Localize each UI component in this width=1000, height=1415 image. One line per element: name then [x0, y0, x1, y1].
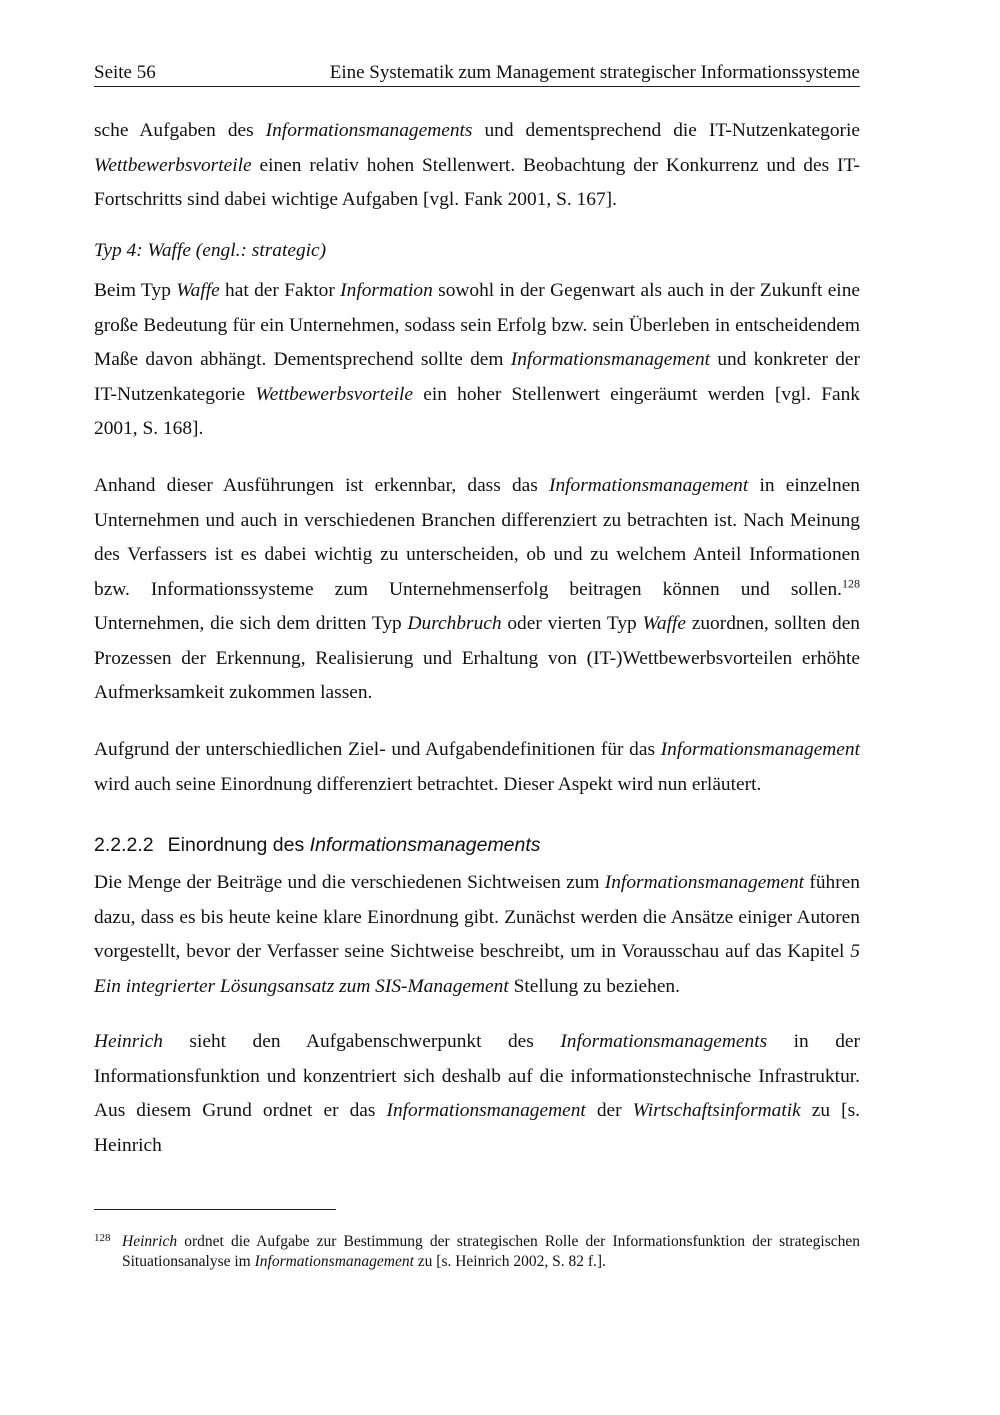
footnote-text: Heinrich ordnet die Aufgabe zur Bestimmung der strategischen Rolle der Informationsfunktion der strategischen Situationsanalyse im Informationsmanagement zu [s. Heinrich 2002, S. 82 f.]. — [122, 1233, 860, 1270]
subheading-typ-4: Typ 4: Waffe (engl.: strategic) — [94, 240, 327, 261]
paragraph-1: sche Aufgaben des Informationsmanagements und dementsprechend die IT-Nutzenkategorie Wettbewerbsvorteile einen relativ hohen Stellenwert. Beobachtung der Konkurrenz und des IT-Fortschritts sind dabei wichtige Aufgaben [vgl. Fank 2001, S. 167]. — [94, 120, 860, 210]
paragraph-3: Anhand dieser Ausführungen ist erkennbar, dass das Informationsmanagement in einzelnen Unternehmen und auch in verschiedenen Branchen differenziert zu betrachten ist. Nach Meinung des Verfassers ist es dabei wichtig zu unterscheiden, ob und zu welchem Anteil Informationen bzw. Informationssysteme zum Unternehmenserfolg beitragen können und sollen.$^{128}$ Unternehmen, die sich dem dritten Typ Durchbruch oder vierten Typ Waffe zuordnen, sollten den Prozessen der Erkennung, Realisierung und Erhaltung von (IT-)Wettbewerbsvorteilen erhöhte Aufmerksamkeit zukommen lassen. — [94, 475, 860, 703]
footnote-reference[interactable]: 128 — [842, 576, 860, 591]
paragraph-4: Aufgrund der unterschiedlichen Ziel- und Aufgabendefinitionen für das Informationsmanagement wird auch seine Einordnung differenziert betrachtet. Dieser Aspekt wird nun erläutert. — [94, 739, 860, 795]
section-title: Einordnung des Informationsmanagements — [167, 834, 541, 856]
page-number: Seite 56 — [94, 62, 156, 83]
section-heading — [94, 834, 541, 857]
paragraph-2: Beim Typ Waffe hat der Faktor Information sowohl in der Gegenwart als auch in der Zukunft eine große Bedeutung für ein Unternehmen, sodass sein Erfolg bzw. sein Überleben in entscheidendem Maße davon abhängt. Dementsprechend sollte dem Informationsmanagement und konkreter der IT-Nutzenkategorie Wettbewerbsvorteile ein hoher Stellenwert eingeräumt werden [vgl. Fank 2001, S. 168]. — [94, 280, 860, 439]
running-header — [94, 60, 860, 87]
footnote-128 — [94, 1232, 860, 1272]
footnote-number: 128 — [94, 1232, 111, 1244]
running-title: Eine Systematik zum Management strategischer Informationssysteme — [329, 62, 860, 83]
paragraph-5: Die Menge der Beiträge und die verschiedenen Sichtweisen zum Informationsmanagement führen dazu, dass es bis heute keine klare Einordnung gibt. Zunächst werden die Ansätze einiger Autoren vorgestellt, bevor der Verfasser seine Sichtweise beschreibt, um in Vorausschau auf das Kapitel 5 Ein integrierter Lösungsansatz zum SIS-Management Stellung zu beziehen. — [94, 872, 860, 997]
footnote-separator — [94, 1209, 336, 1210]
section-number: 2.2.2.2 — [94, 834, 154, 856]
paragraph-6: Heinrich sieht den Aufgabenschwerpunkt des Informationsmanagements in der Informationsfunktion und konzentriert sich deshalb auf die informationstechnische Infrastruktur. Aus diesem Grund ordnet er das Informationsmanagement der Wirtschaftsinformatik zu [s. Heinrich — [94, 1031, 860, 1156]
